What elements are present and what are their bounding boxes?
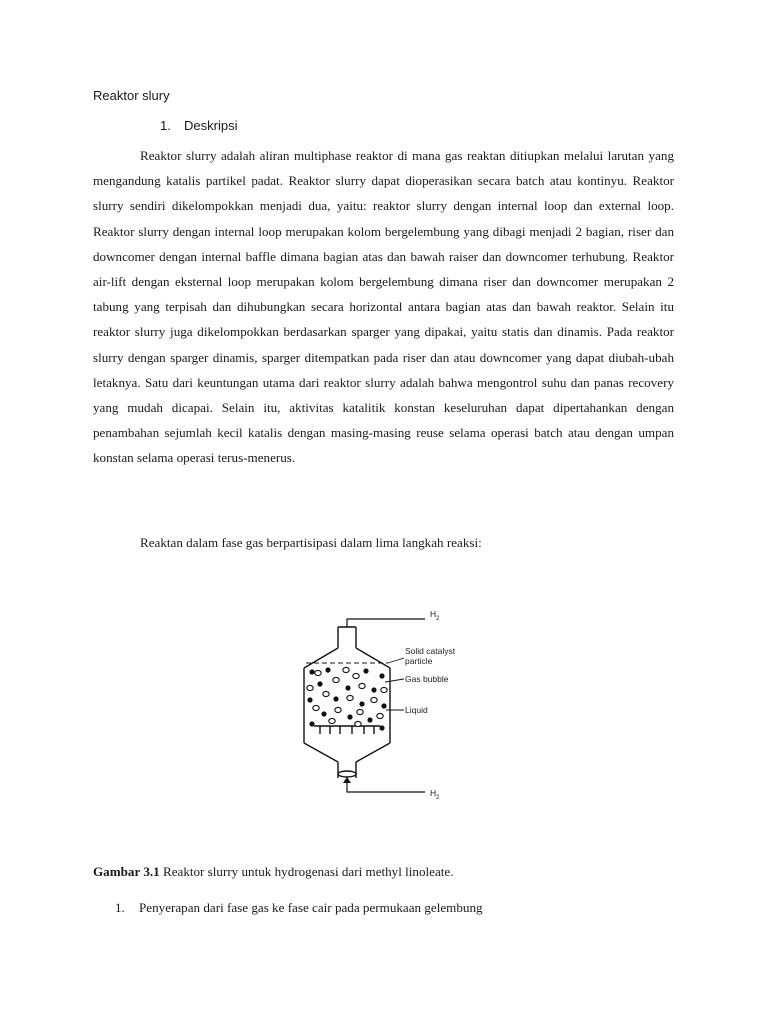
subsection-title: Deskripsi	[184, 118, 238, 133]
list-item	[115, 900, 483, 916]
gas-bubbles	[307, 667, 387, 726]
figure-caption-text: Reaktor slurry untuk hydrogenasi dari methyl linoleate.	[159, 864, 454, 879]
inlet-arrow	[343, 777, 425, 792]
list-item-number: 1.	[115, 900, 125, 915]
sparger	[314, 726, 380, 734]
subsection-number: 1.	[160, 118, 171, 133]
liquid-label: Liquid	[405, 705, 428, 715]
slurry-reactor-figure	[270, 600, 500, 810]
list-item-text: Penyerapan dari fase gas ke fase cair pada permukaan gelembung	[139, 900, 483, 915]
reactor-vessel	[304, 627, 390, 778]
figure-caption-label: Gambar 3.1	[93, 864, 160, 879]
gas-bubble-label: Gas bubble	[405, 674, 449, 684]
h2-outlet-label: $H_2$	[430, 609, 440, 622]
outlet-line	[347, 619, 425, 627]
solid-catalyst-label-line2: particle	[405, 656, 433, 666]
callout-lines	[385, 658, 404, 710]
paragraph-reaction-steps-intro: Reaktan dalam fase gas berpartisipasi dalam lima langkah reaksi:	[140, 535, 482, 550]
subsection-heading	[160, 118, 237, 133]
solid-catalyst-label-line1: Solid catalyst	[405, 646, 456, 656]
paragraph-description: Reaktor slurry adalah aliran multiphase reaktor di mana gas reaktan ditiupkan melalui larutan yang mengandung katalis partikel padat. Reaktor slurry dapat dioperasikan secara batch atau kontinyu. Reaktor slurry sendiri dikelompokkan menjadi dua, yaitu: reaktor slurry dengan internal loop dan external loop. Reaktor slurry dengan internal loop merupakan kolom bergelembung yang dibagi menjadi 2 bagian, riser dan downcomer dengan internal baffle dimana bagian atas dan bawah raiser dan downcomer terhubung. Reaktor air-lift dengan eksternal loop merupakan kolom bergelembung dimana riser dan downcomer merupakan 2 tabung yang terpisah dan dihubungkan secara horizontal antara bagian atas dan bawah reaktor. Selain itu reaktor slurry juga dikelompokkan berdasarkan sparger yang dipakai, yaitu statis dan dinamis. Pada reaktor slurry dengan sparger dinamis, sparger ditempatkan pada riser dan atau downcomer yang dapat diubah-ubah letaknya. Satu dari keuntungan utama dari reaktor slurry adalah bahwa mengontrol suhu dan panas recovery yang mudah dicapai. Selain itu, aktivitas katalitik konstan keseluruhan dapat dipertahankan dengan penambahan sejumlah kecil katalis dengan masing-masing reuse selama operasi batch atau dengan umpan konstan selama operasi terus-menerus.	[93, 148, 674, 466]
section-title: Reaktor slury	[93, 88, 170, 103]
h2-inlet-label: $H_2$	[430, 788, 440, 801]
figure-caption	[93, 864, 454, 880]
